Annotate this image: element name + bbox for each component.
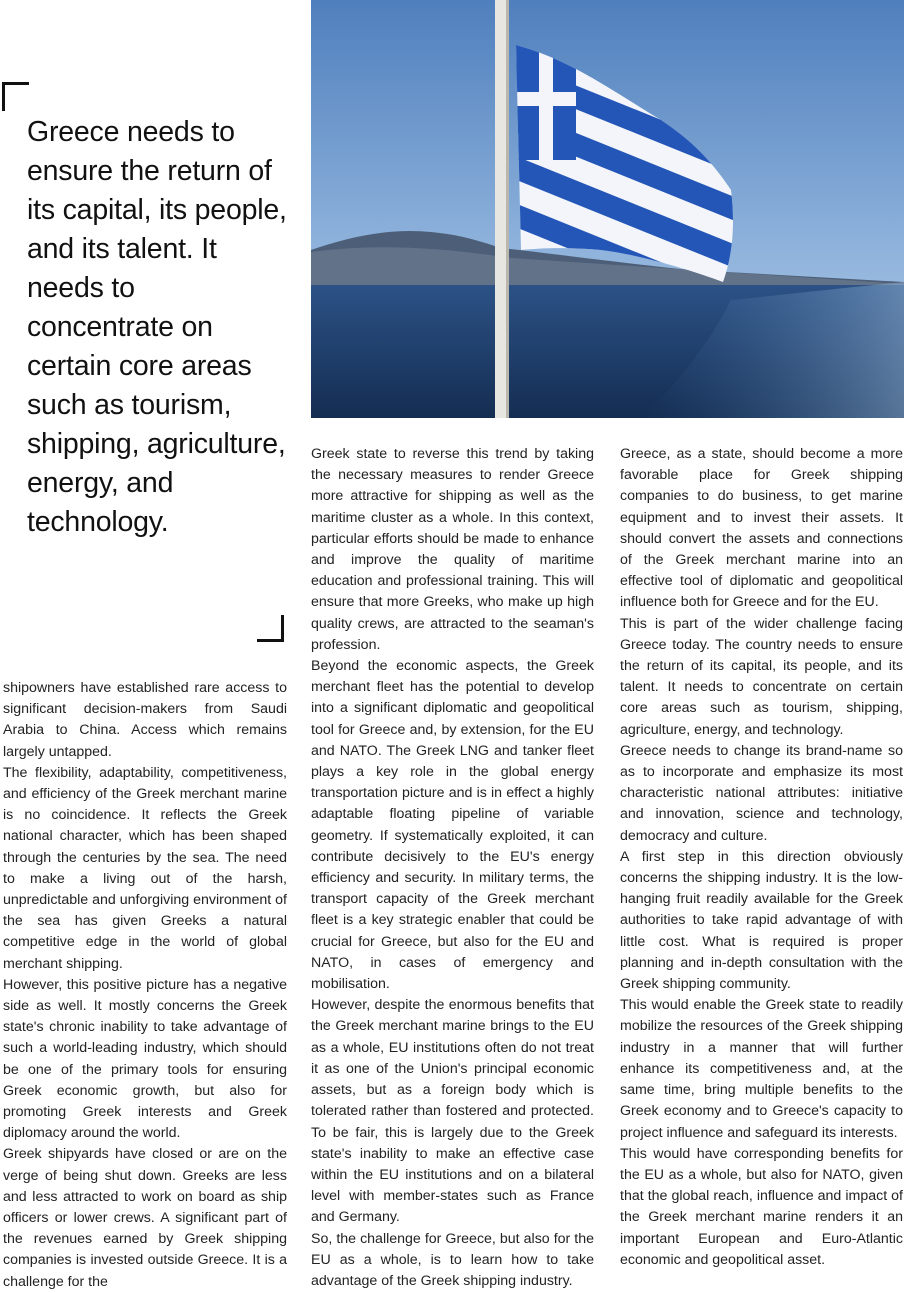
col2-paragraph: So, the challenge for Greece, but also for the EU as a whole, is to learn how to take advantage of the Greek shipping industry. xyxy=(311,1230,594,1289)
col3-paragraph: Greece needs to change its brand-name so as to incorporate and emphasize its most characteristic national attributes: initiative and innovation, science and technology, democracy and culture. xyxy=(620,742,903,844)
flag-photo xyxy=(311,0,904,418)
col2-paragraph: Greek state to reverse this trend by taking the necessary measures to render Greece more attractive for shipping as well as the maritime cluster as a whole. In this context, particular efforts should be made to enhance and improve the quality of maritime education and professional training. This will ensure that more Greeks, who make up high quality crews, are attracted to the seaman's profession. xyxy=(311,446,594,653)
pullquote: Greece needs to ensure the return of its capital, its people, and its talent. It needs to concentrate on certain core areas such as tourism, shipping, agriculture, energy, and technology. xyxy=(27,116,287,538)
text-column-2 xyxy=(311,444,594,1292)
col2-paragraph: However, despite the enormous benefits that the Greek merchant marine brings to the EU as a whole, EU institutions often do not treat it as one of the Union's principal economic assets, but as a foreign body which is tolerated rather than fostered and protected. To be fair, this is largely due to the Greek state's inability to make an effective case within the EU institutions and on a bilateral level with member-states such as France and Germany. xyxy=(311,997,594,1226)
col1-paragraph: shipowners have established rare access to significant decision-makers from Saudi Arabia to China. Access which remains largely untapped. xyxy=(3,680,287,760)
text-column-1 xyxy=(3,678,287,1293)
pullquote-corner-bottom-right xyxy=(257,615,284,642)
flag-photo-illustration xyxy=(311,0,904,418)
col3-paragraph: A first step in this direction obviously concerns the shipping industry. It is the low-hanging fruit readily available for the Greek authorities to take rapid advantage of with little cost. What is required is proper planning and in-depth consultation with the Greek shipping community. xyxy=(620,848,903,993)
col3-paragraph: This is part of the wider challenge facing Greece today. The country needs to ensure the return of its capital, its people, and its talent. It needs to concentrate on certain core areas such as tourism, shipping, agriculture, energy, and technology. xyxy=(620,615,903,738)
col3-paragraph: This would have corresponding benefits for the EU as a whole, but also for NATO, given that the global reach, influence and impact of the Greek merchant marine renders it an important European and Euro-Atlantic economic and geopolitical asset. xyxy=(620,1145,903,1268)
col2-paragraph: Beyond the economic aspects, the Greek merchant fleet has the potential to develop into a significant diplomatic and geopolitical tool for Greece and, by extension, for the EU and NATO. The Greek LNG and tanker fleet plays a key role in the global energy transportation picture and is in effect a highly adaptable floating pipeline of variable geometry. If systematically exploited, it can contribute decisively to the EU's energy efficiency and security. In military terms, the transport capacity of the Greek merchant fleet is a key strategic enabler that could be crucial for Greece, but also for the EU and NATO, in cases of emergency and mobilisation. xyxy=(311,658,594,993)
col1-paragraph: The flexibility, adaptability, competitiveness, and efficiency of the Greek merchant marine is no coincidence. It reflects the Greek national character, which has been shaped through the centuries by the sea. The need to make a living out of the harsh, unpredictable and unforgiving environment of the sea has given Greeks a natural competitive edge in the world of global merchant shipping. xyxy=(3,764,287,972)
text-column-3 xyxy=(620,444,903,1271)
pullquote-corner-top-left xyxy=(2,82,29,111)
col1-paragraph: Greek shipyards have closed or are on the verge of being shut down. Greeks are less and less attracted to work on board as ship officers or lower crews. A significant part of the revenues earned by Greek shipping companies is invested outside Greece. It is a challenge for the xyxy=(3,1146,287,1290)
col3-paragraph: This would enable the Greek state to readily mobilize the resources of the Greek shipping industry in a manner that will further enhance its competitiveness and, at the same time, bring multiple benefits to the Greek economy and to Greece's capacity to project influence and safeguard its interests. xyxy=(620,997,903,1141)
col1-paragraph: However, this positive picture has a negative side as well. It mostly concerns the Greek state's chronic inability to take advantage of such a world-leading industry, which should be one of the primary tools for ensuring Greek economic growth, but also for promoting Greek interests and Greek diplomacy around the world. xyxy=(3,976,287,1142)
col3-paragraph: Greece, as a state, should become a more favorable place for Greek shipping companies to do business, to get marine equipment and to invest their assets. It should convert the assets and connections of the Greek merchant marine into an effective tool of diplomatic and geopolitical influence both for Greece and for the EU. xyxy=(620,446,903,611)
